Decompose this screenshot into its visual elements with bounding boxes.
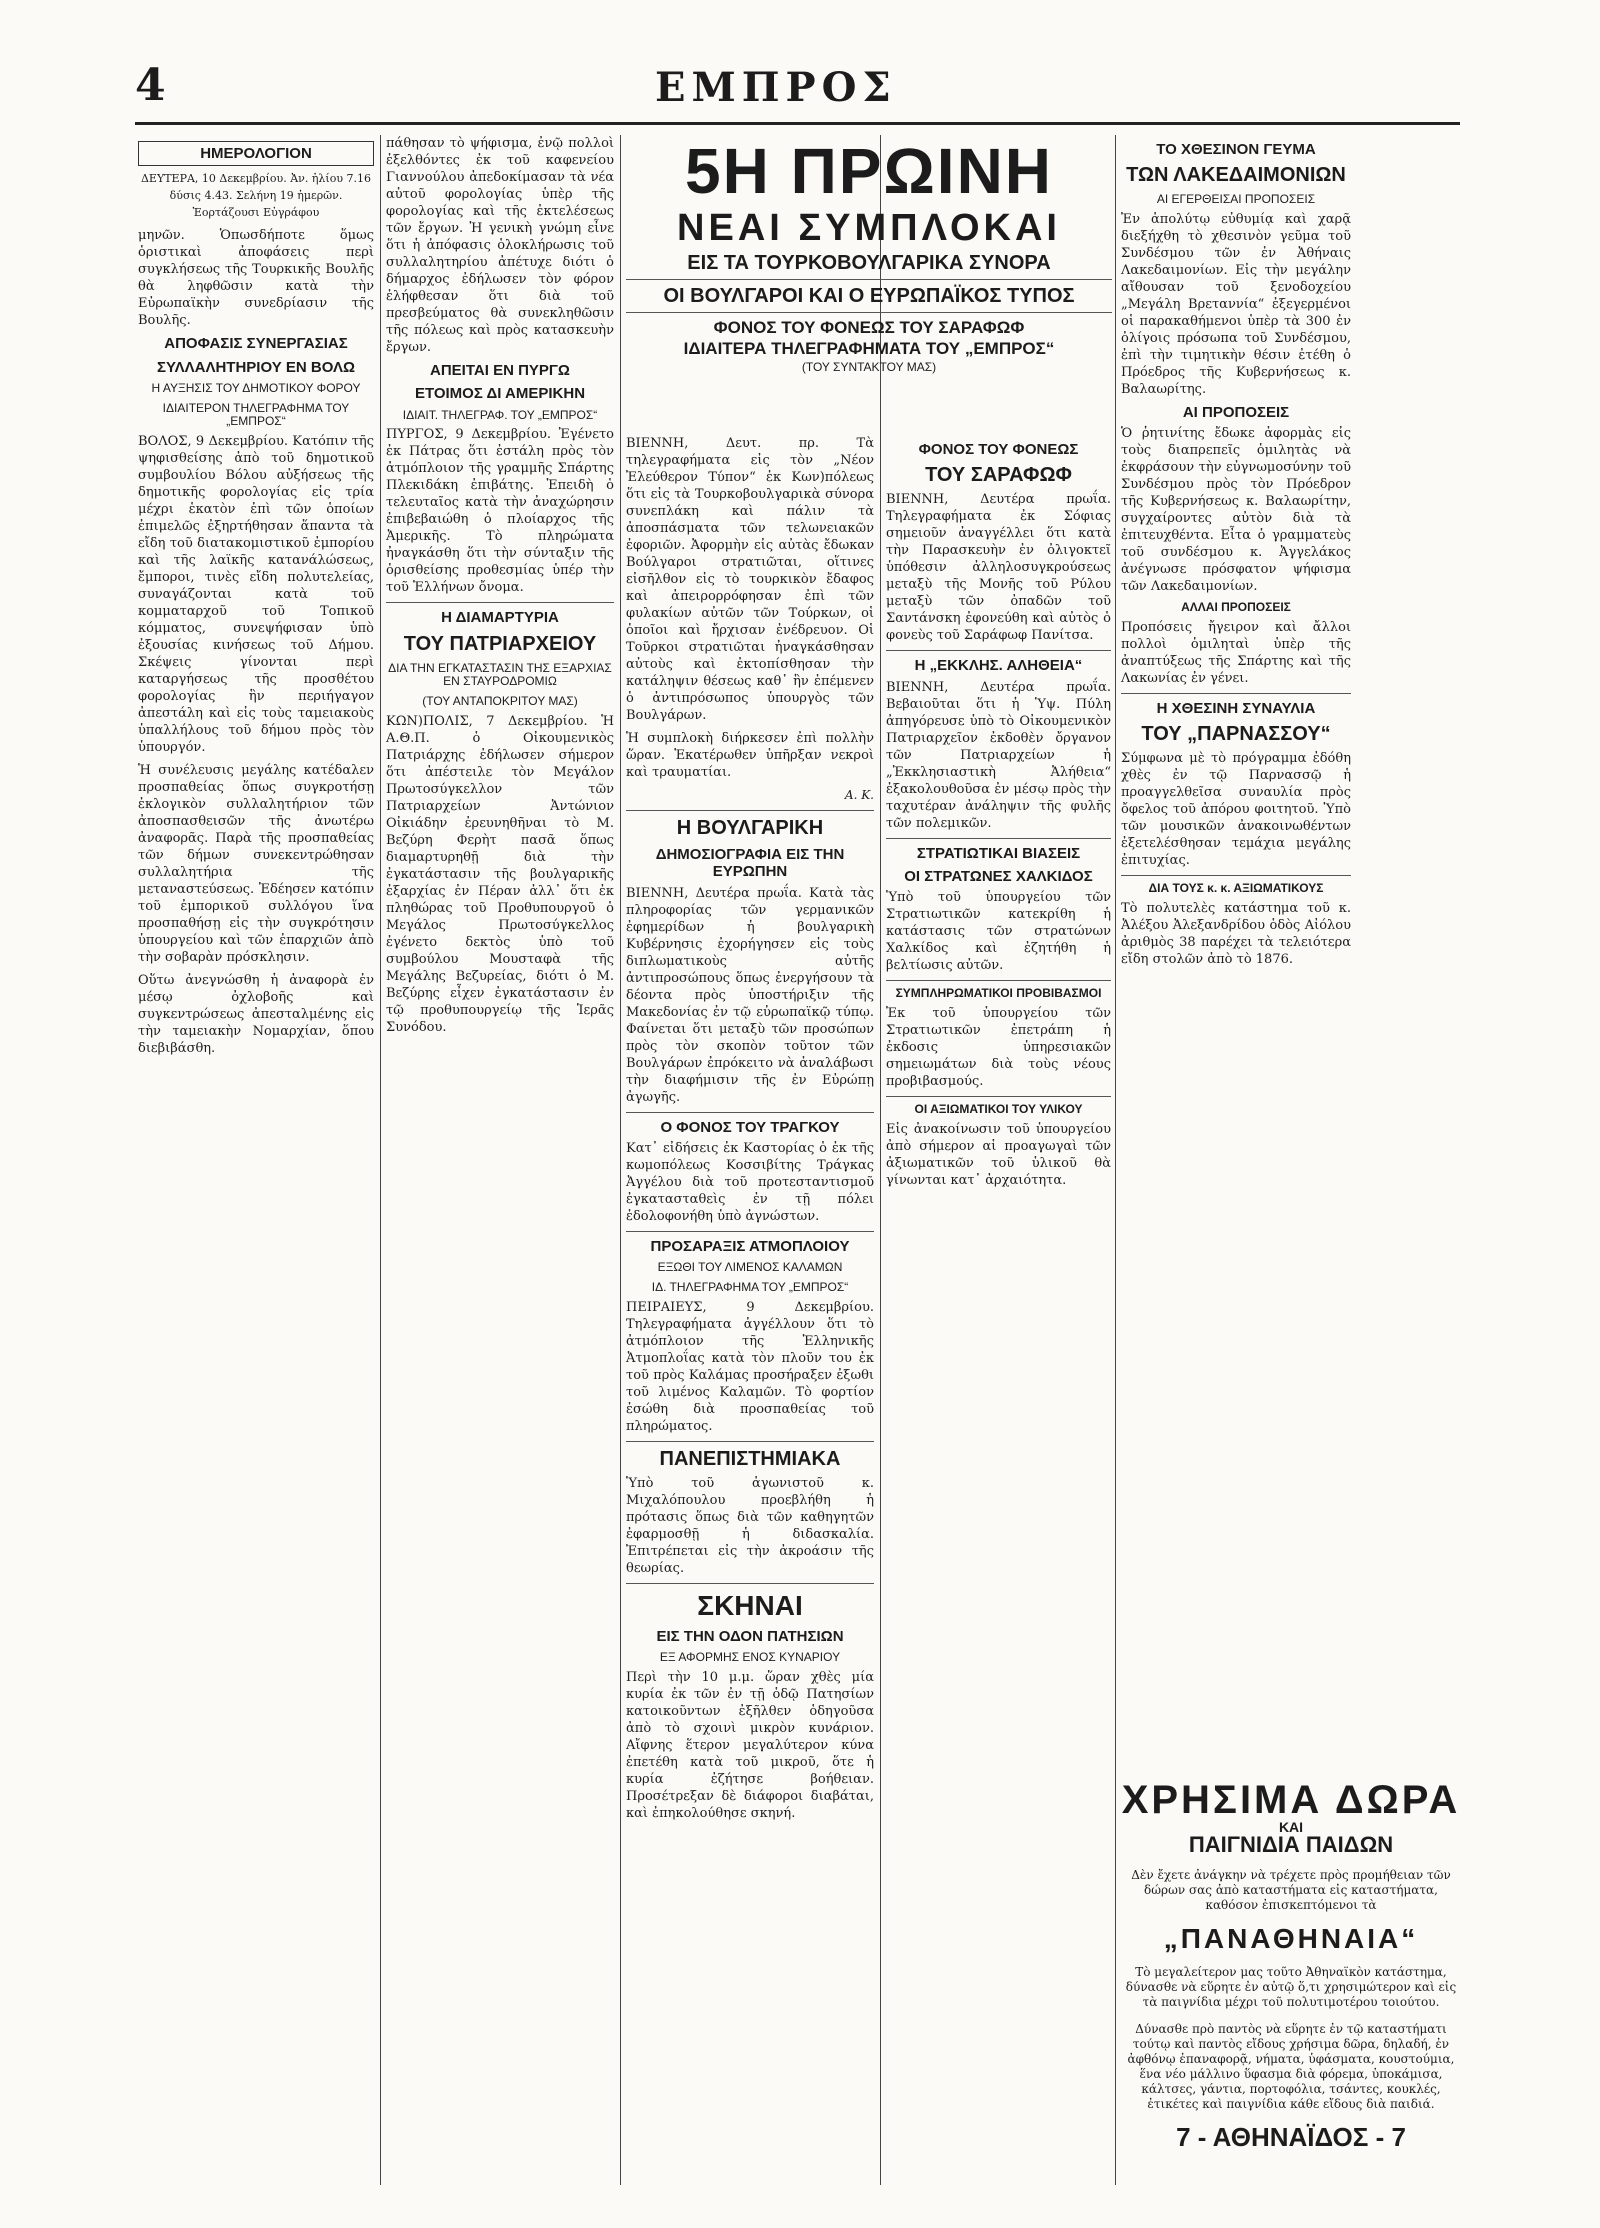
divider (626, 312, 1112, 313)
masthead-rule (135, 122, 1460, 125)
article-title: ΣΤΡΑΤΙΩΤΙΚΑΙ ΒΙΑΣΕΙΣ (916, 844, 1081, 862)
article-title: ΑΛΛΑΙ ΠΡΟΠΟΣΕΙΣ (1181, 600, 1291, 615)
article-text: Ἐν ἀπολύτῳ εὐθυμίᾳ καὶ χαρᾷ διεξήχθη τὸ χθεσινὸν γεῦμα τοῦ Συνδέσμου τῶν ἐν Ἀθήναις Λακεδαιμονίων. Εἰς τὴν μεγάλην αἴθουσαν τοῦ ξενοδοχείου „Μεγάλη Βρεταννία“ ἐξεγερμένοι οἱ παρακαθήμενοι ὑπὲρ τὰ 300 ἐν ὀλίγοις πρόσωπα τοῦ Συνδέσμου, ἐπὶ τὴν τιμητικὴν θέσιν ἐτέθη ὁ Πρόεδρος τῆς Κυβερνήσεως κ. Βαλαωρίτης. (1121, 212, 1351, 398)
divider (886, 1096, 1111, 1097)
article-text: Ὑπὸ τοῦ ὑπουργείου τῶν Στρατιωτικῶν κατεκρίθη ἡ κατάστασις τῶν στρατώνων Χαλκίδος καὶ ἐζητήθη ἡ βελτίωσις αὐτῶν. (886, 890, 1111, 973)
column-divider (620, 135, 621, 2185)
article-subtitle: ΣΥΛΛΑΛΗΤΗΡΙΟΥ ΕΝ ΒΟΛΩ (156, 358, 356, 376)
main-headlines (626, 135, 1112, 435)
column-2 (386, 135, 614, 1035)
article-text: ΠΥΡΓΟΣ, 9 Δεκεμβρίου. Ἐγένετο ἐκ Πάτρας ὅτι ἐστάλη πρὸς τὸν ἀτμόπλοιον τῆς γραμμῆς Σπάρτης Πλεκιδάκη ἐπιβάτης. Ἐπειδὴ ὁ τελευταῖος κατὰ τὴν ἀναχώρησιν ἐπιβεβαιώθη ὁ πλοίαρχος τῆς Ἀμερικῆς. Τὸ πληρώματα ἠναγκάσθη ὅτι τὴν σύνταξιν τῆς ὁρισθείσης προθεσμίας ὑπέρ τὴν τοῦ Ἑλλήνων ὄνομα. (386, 427, 614, 596)
divider (386, 602, 614, 603)
article-text: Ὑπὸ τοῦ ἀγωνιστοῦ κ. Μιχαλόπουλου προεβλήθη ἡ πρότασις ὅπως διὰ τῶν καθηγητῶν ἐφαρμοσθῇ ἡ διδασκαλία. Ἐπιτρέπεται εἰς τὴν ἀκροάσιν τῆς θεωρίας. (626, 1475, 874, 1576)
article-text: Περὶ τὴν 10 μ.μ. ὥραν χθὲς μία κυρία ἐκ τῶν ἐν τῇ ὁδῷ Πατησίων κατοικοῦντων ἐξῆλθεν ὁδηγοῦσα ἀπὸ τὸ σχοινὶ μικρὸν κυνάριον. Αἴφνης ἕτερον μεγαλύτερον κύνα ἐπετέθη κατὰ τοῦ μικροῦ, ὅτε ἡ κυρία ἐζήτησε βοήθειαν. Προσέτρεξαν δὲ διάφοροι διαβάται, καὶ ἐπηκολούθησε σκηνή. (626, 1669, 874, 1821)
article-text: Ἡ συμπλοκὴ διήρκεσεν ἐπὶ πολλὴν ὥραν. Ἑκατέρωθεν ὑπῆρξαν νεκροὶ καὶ τραυματίαι. (626, 731, 874, 780)
divider (1121, 875, 1351, 876)
divider (886, 650, 1111, 651)
divider (626, 1231, 874, 1232)
signature: Α. Κ. (844, 788, 874, 802)
headline-6: ΙΔΙΑΙΤΕΡΑ ΤΗΛΕΓΡΑΦΗΜΑΤΑ ΤΟΥ „ΕΜΠΡΟΣ“ (683, 339, 1055, 358)
article-subtitle: ΤΟΥ ΣΑΡΑΦΩΦ (925, 464, 1072, 487)
article-subtitle: ΕΞ ΑΦΟΡΜΗΣ ΕΝΟΣ ΚΥΝΑΡΙΟΥ (659, 1650, 841, 1665)
article-text: ΒΙΕΝΝΗ, Δευτ. πρ. Τὰ τηλεγραφήματα εἰς τὸν „Νέον Ἐλεύθερον Τύπον“ ἐκ Κων)πόλεως ὅτι εἰς τὰ Τουρκοβουλγαρικὰ σύνορα συνεπλάκη καὶ πάλιν τὰ ἀποσπάσματα τῶν τελωνειακῶν ἐφοριῶν. Ἀφορμὴν εἰς αὐτὰς ἔδωκαν Βούλγαροι στρατιῶται, οἵτινες εἰσῆλθον εἰς τὸ τουρκικὸν ἔδαφος καὶ ἀπειρορρόφησαν ἐπὶ τῶν φυλακίων αὐτῶν τῶν Τούρκων, οἱ ὁποῖοι καὶ ἤρχισαν ἐνέδρευον. Οἱ Τοῦρκοι στρατιῶται ἠναγκάσθησαν αὐτοὺς καὶ ἐκτοπίσθησαν τὴν κατάληψιν θέσεως καθ᾽ ἣν ἐπέμενεν ὁ ἀντιπρόσωπος ὑπουργὸς τῶν Βουλγάρων. (626, 436, 874, 723)
divider (886, 980, 1111, 981)
article-title: ΑΙ ΠΡΟΠΟΣΕΙΣ (1182, 404, 1290, 422)
article-text: Σύμφωνα μὲ τὸ πρόγραμμα ἐδόθη χθὲς ἐν τῷ Παρνασσῷ ἡ προαγγελθεῖσα συναυλία πρὸς ὄφελος τοῦ ἀπόρου φοιτητοῦ. Ὑπὸ τῶν μουσικῶν ἀνακοινωθέντων ἐξετελέσθησαν τεμάχια μεγάλης ἐπιτυχίας. (1121, 751, 1351, 869)
calendar-heading: ΗΜΕΡΟΛΟΓΙΟΝ (138, 141, 374, 166)
article-text: ΠΕΙΡΑΙΕΥΣ, 9 Δεκεμβρίου. Τηλεγραφήματα ἀγγέλλουν ὅτι τὸ ἀτμόπλοιον τῆς Ἑλληνικῆς Ἀτμοπλοΐας κατὰ τὸν πλοῦν του ἐκ τοῦ πρὸς Καλάμας προσήραξεν ἐξωθι τοῦ λιμένος Καλαμῶν. Τὸ φορτίον ἐσώθη διὰ προσπαθείας τοῦ πληρώματος. (626, 1299, 874, 1434)
article-text: Τὸ πολυτελὲς κατάστημα τοῦ κ. Ἀλέξου Ἀλεξανδρίδου ὁδὸς Αἰόλου ἀριθμὸς 38 παρέχει τὰ τελειότερα εἴδη στολῶν ἀπὸ τὸ 1876. (1121, 901, 1351, 968)
column-3 (626, 435, 874, 2185)
column-divider (380, 135, 381, 2185)
article-subtitle: ΤΟΥ „ΠΑΡΝΑΣΣΟΥ“ (1141, 723, 1331, 746)
article-title: Η „ΕΚΚΛΗΣ. ΑΛΗΘΕΙΑ“ (914, 657, 1083, 675)
headline-secondary: ΝΕΑΙ ΣΥΜΠΛΟΚΑΙ (677, 207, 1061, 249)
ad-store: „ΠΑΝΑΘΗΝΑΙΑ“ (1163, 1923, 1419, 1954)
divider (626, 1583, 874, 1584)
page-number: 4 (135, 60, 166, 111)
article-text: ΒΙΕΝΝΗ, Δευτέρα πρωΐα. Βεβαιοῦται ὅτι ἡ Ὑψ. Πύλη ἀπηγόρευσε ὑπὸ τὸ Οἰκουμενικὸν Πατριαρχεῖον ἐκδοθὲν ὄργανον τῶν Πατριαρχείων ἡ „Ἐκκλησιαστικὴ Ἀλήθεια“ ἐξακολουθοῦσα ἐν μέσῳ πρὸς τὴν ταχυτέραν ἀνάληψιν τῆς φυλῆς τῶν πολεμικῶν. (886, 679, 1111, 831)
article-text: Ἐκ τοῦ ὑπουργείου τῶν Στρατιωτικῶν ἐπετράπη ἡ ἐκδοσις ὑπηρεσιακῶν σημειωμάτων διὰ τοὺς νέους προβιβασμούς. (886, 1005, 1111, 1089)
article-text: ΒΙΕΝΝΗ, Δευτέρα πρωΐα. Τηλεγραφήματα ἐκ Σόφιας σημειοῦν ἀναγγέλλει ὅτι κατὰ τὴν Παρασκευὴν ἐν ὀλιγοκτεῖ ὑπόθεσιν ἀλληλοσυγκρούσεως μεταξὺ τῆς Μονῆς τοῦ Ρύλου μεταξὺ τῶν ὀπαδῶν τοῦ Σαντάνσκη ἐφονεύθη καὶ αὐτὸς ὁ φονεὺς τοῦ Σαράφωφ Πανίτσα. (886, 492, 1111, 644)
article-subtitle: Η ΑΥΞΗΣΙΣ ΤΟΥ ΔΗΜΟΤΙΚΟΥ ΦΟΡΟΥ (151, 380, 361, 395)
article-subtitle: ΙΔΙΑΙΤΕΡΟΝ ΤΗΛΕΓΡΑΦΗΜΑ ΤΟΥ „ΕΜΠΡΟΣ“ (162, 400, 350, 429)
masthead (0, 0, 1600, 110)
article-subtitle: ΕΤΟΙΜΟΣ ΔΙ ΑΜΕΡΙΚΗΝ (414, 385, 586, 403)
headline-main: 5Η ΠΡΩΙΝΗ (684, 135, 1054, 207)
article-title: ΠΡΟΣΑΡΑΞΙΣ ΑΤΜΟΠΛΟΙΟΥ (650, 1237, 850, 1255)
article-text: πάθησαν τὸ ψήφισμα, ἐνῷ πολλοὶ ἐξελθόντες ἐκ τοῦ καφενείου Γιαννούλου ἀπεδοκίμασαν τὰ νέα αὐτοῦ φορολογίας ὑπὲρ τῆς φορολογίας καὶ τῆς ἐκτελέσεως τῶν ἔργων. Ἡ γενικὴ γνώμη εἶνε ὅτι ἡ ἀπόφασις ὁλοκλήρωσις τοῦ συλλαλητηρίου ἀπέτυχε διότι ὁ δήμαρχος ἐδήλωσεν τὸν φόρον ἐλήφθεσαν ὅτι διὰ τοῦ πρεσβεύματος θὰ συνεκληθῶσιν τῆς πόλεως καὶ πρὸς κατασκευὴν ἔργων. (386, 136, 614, 355)
calendar-dateline: ΔΕΥΤΕΡΑ, 10 Δεκεμβρίου. Ἀν. ἡλίου 7.16 δύσις 4.43. Σελήνη 19 ἡμερῶν. Ἑορτάζουσι Εὐγράφου (140, 172, 372, 220)
article-title: Ο ΦΟΝΟΣ ΤΟΥ ΤΡΑΓΚΟΥ (660, 1118, 840, 1136)
article-subtitle: ΤΟΥ ΠΑΤΡΙΑΡΧΕΙΟΥ (403, 632, 597, 655)
ad-and: ΚΑΙ (1278, 1819, 1304, 1835)
article-subtitle: ΕΙΣ ΤΗΝ ΟΔΟΝ ΠΑΤΗΣΙΩΝ (656, 1627, 844, 1645)
divider (626, 1441, 874, 1442)
ad-text: Τὸ μεγαλείτερον μας τοῦτο Ἀθηναϊκὸν κατάστημα, δύνασθε νὰ εὕρητε ἐν αὐτῷ ὅ,τι χρησιμώτερον καὶ εἰς τὰ παιγνίδια μέχρι τοῦ πολυτιμοτέρου τοιούτου. (1125, 1965, 1457, 2009)
article-text: μηνῶν. Ὁπωσδήποτε ὅμως ὁριστικαὶ ἀποφάσεις περὶ συγκλήσεως τῆς Τουρκικῆς Βουλῆς θὰ ληφθῶσιν κατὰ τὴν Εὐρωπαϊκὴν συνεδρίασιν τῆς Βουλῆς. (138, 228, 374, 329)
article-title: ΑΠΕΙΤΑΙ ΕΝ ΠΥΡΓΩ (430, 362, 570, 379)
article-text: Ἡ συνέλευσις μεγάλης κατέδαλεν προσπαθείας ὅπως συγκροτήσῃ ἐκλογικὸν συλλαλητήριον τῶν ἀποσπασθεισῶν τῆς ἀνωτέρω ἀναφορᾶς. Παρὰ τῆς προσπαθείας τῶν δήμων συνεκεντρώθησαν συλλαλητήρια τῆς μεταναστεύσεως. Ἐδέησεν κατόπιν τοῦ ἐμπορικοῦ συλλόγου ἵνα προσπαθήσῃ εἰς τὴν συγκρότησιν ὑπουργείου καὶ τῶν ἐπαρχιῶν ἀπὸ τὴν σοβαρὰν πρόσκλησιν. (138, 763, 374, 966)
divider (1121, 693, 1351, 694)
divider (626, 1112, 874, 1113)
article-subtitle: ΕΞΩΘΙ ΤΟΥ ΛΙΜΕΝΟΣ ΚΑΛΑΜΩΝ (657, 1260, 843, 1274)
column-4 (886, 435, 1111, 2135)
column-5 (1121, 135, 1351, 1775)
article-subtitle: ΙΔ. ΤΗΛΕΓΡΑΦΗΜΑ ΤΟΥ „ΕΜΠΡΟΣ“ (651, 1279, 849, 1294)
article-title: ΠΑΝΕΠΙΣΤΗΜΙΑΚΑ (659, 1447, 841, 1470)
article-subtitle: (ΤΟΥ ΑΝΤΑΠΟΚΡΙΤΟΥ ΜΑΣ) (422, 694, 578, 709)
ad-subtitle: ΠΑΙΓΝΙΔΙΑ ΠΑΙΔΩΝ (1188, 1832, 1394, 1857)
article-subtitle: ΙΔΙΑΙΤ. ΤΗΛΕΓΡΑΦ. ΤΟΥ „ΕΜΠΡΟΣ“ (402, 407, 598, 422)
article-title: Η ΔΙΑΜΑΡΤΥΡΙΑ (441, 609, 559, 627)
headline-5: ΦΟΝΟΣ ΤΟΥ ΦΟΝΕΩΣ ΤΟΥ ΣΑΡΑΦΩΦ (713, 318, 1025, 337)
newspaper-name: ΕΜΠΡΟΣ (655, 64, 897, 111)
article-title: Η ΒΟΥΛΓΑΡΙΚΗ (676, 817, 824, 839)
article-text: ΒΙΕΝΝΗ, Δευτέρα πρωΐα. Κατὰ τὰς πληροφορίας τῶν γερμανικῶν ἐφημερίδων ἡ βουλγαρικὴ Κυβέρνησις ἐχορήγησεν εἰς τοὺς διπλωματικοὺς αὐτῆς ἀντιπροσώπους ὅπως ἐνεργήσουν τὰ δέοντα πρὸς ὑποστήριξιν τῆς Μακεδονίας ἐν τῷ εὐρωπαϊκῷ τύπῳ. Φαίνεται ὅτι μεταξὺ τῶν προσώπων πρὸς τὸν σκοπὸν τοῦτον τῶν Βουλγάρων ἐπρόκειτο νὰ ἀναλάβωσι τὴν διαφήμισιν τῆς ἐν Εὐρώπῃ ἀγωγῆς. (626, 885, 874, 1105)
article-subtitle: ΔΗΜΟΣΙΟΓΡΑΦΙΑ ΕΙΣ ΤΗΝ ΕΥΡΩΠΗΝ (655, 846, 845, 881)
headline-4: ΟΙ ΒΟΥΛΓΑΡΟΙ ΚΑΙ Ο ΕΥΡΩΠΑΪΚΟΣ ΤΥΠΟΣ (663, 285, 1075, 307)
article-text: Οὕτω ἀνεγνώσθη ἡ ἀναφορὰ ἐν μέσῳ ὀχλοβοῆς καὶ συγκεντρώσεως ἀπεσταλμένης εἰς τὴν ταμειακὴν Νομαρχίαν, ὅπου διεβιβάσθη. (138, 973, 374, 1057)
article-text: Εἰς ἀνακοίνωσιν τοῦ ὑπουργείου ἀπὸ σήμερον αἱ προαγωγαὶ τῶν ἀξιωματικῶν τοῦ ὑλικοῦ θὰ γίνωνται κατ᾽ ἀρχαιότητα. (886, 1121, 1111, 1188)
article-subtitle: ΔΙΑ ΤΗΝ ΕΓΚΑΤΑΣΤΑΣΙΝ ΤΗΣ ΕΞΑΡΧΙΑΣ ΕΝ ΣΤΑΥΡΟΔΡΟΜΙΩ (388, 660, 612, 689)
ad-title: ΧΡΗΣΙΜΑ ΔΩΡΑ (1121, 1778, 1461, 1822)
ad-address: 7 - ΑΘΗΝΑΪΔΟΣ - 7 (1176, 2122, 1406, 2152)
article-text: ΒΟΛΟΣ, 9 Δεκεμβρίου. Κατόπιν τῆς ψηφισθείσης ἀπὸ τοῦ δημοτικοῦ συμβουλίου Βόλου αὐξήσεως τῆς δημοτικῆς φορολογίας εἰς τρία μέχρι ἑκατὸν ἐπὶ τῶν ὁποίων ἐπιμελῶς ἐξηρτήθησαν ἅπαντα τὰ εἴδη τοῦ διατακομιστικοῦ ἐμπορίου καὶ τῆς λαϊκῆς κατανάλώσεως, ἔμποροι, τινὲς εἴδη πολυτελείας, συναγάζονται κατὰ τοῦ κομματαρχοῦ τοῦ Τοπικοῦ κόμματος, συνεψήφισαν ὑπὸ ἐξουσίας κινήσεως τοῦ Δήμου. Σκέψεις γίνονται περὶ καταργήσεως τῆς προσθέτου φορολογίας ἣν περιήγαγον ἀπεστάλη καὶ εἰς τοὺς ταμειακοὺς ὑπαλλήλους τοῦ δήμου πρὸς τὸν ὑπουργόν. (138, 434, 374, 756)
headline-tertiary: ΕΙΣ ΤΑ ΤΟΥΡΚΟΒΟΥΛΓΑΡΙΚΑ ΣΥΝΟΡΑ (687, 252, 1051, 274)
article-text: ΚΩΝ)ΠΟΛΙΣ, 7 Δεκεμβρίου. Ἡ Α.Θ.Π. ὁ Οἰκουμενικὸς Πατριάρχης ἐδήλωσεν σήμερον ὅτι ἀπέστειλε τὸν Μεγάλον Πρωτοσύγκελλον τῶν Πατριαρχείων Ἀντώνιον Οἰκιάδην ἐρευνηθῆναι τὸ Μ. Βεζύρη Φερὴτ πασᾶ ὅπως διαμαρτυρηθῇ διὰ τὴν ἐγκατάστασιν τῆς βουλγαρικῆς ἐξαρχίας ἐν Πέραν ἀλλ᾽ ὅτι ἐκ πληθώρας τοῦ Προθυπουργοῦ ὁ Μεγάλος Πρωτοσύγκελλος ἐγένετο δεκτὸς ὑπὸ τοῦ συμβούλου Μουσταφὰ τῆς Μεγάλης Βεζυρείας, διότι ὁ Μ. Βεζύρης εἶχεν ἐγκατάστασιν ἐν τῷ προθυπουργείῳ τῆς Ἱερᾶς Συνόδου. (386, 713, 614, 1035)
headline-7: (ΤΟΥ ΣΥΝΤΑΚΤΟΥ ΜΑΣ) (801, 360, 937, 374)
divider (886, 838, 1111, 839)
article-title: ΑΠΟΦΑΣΙΣ ΣΥΝΕΡΓΑΣΙΑΣ (164, 335, 348, 353)
article-title: ΟΙ ΑΞΙΩΜΑΤΙΚΟΙ ΤΟΥ ΥΛΙΚΟΥ (914, 1101, 1083, 1116)
article-title: ΔΙΑ ΤΟΥΣ κ. κ. ΑΞΙΩΜΑΤΙΚΟΥΣ (1148, 881, 1324, 896)
divider (626, 810, 874, 811)
article-title: ΣΥΜΠΛΗΡΩΜΑΤΙΚΟΙ ΠΡΟΒΙΒΑΣΜΟΙ (895, 986, 1102, 1000)
article-subtitle: ΟΙ ΣΤΡΑΤΩΝΕΣ ΧΑΛΚΙΔΟΣ (904, 867, 1093, 885)
article-title: Η ΧΘΕΣΙΝΗ ΣΥΝΑΥΛΙΑ (1156, 700, 1316, 718)
article-title: ΣΚΗΝΑΙ (697, 1589, 803, 1621)
article-title: ΤΟ ΧΘΕΣΙΝΟΝ ΓΕΥΜΑ (1156, 141, 1316, 158)
article-title: ΦΟΝΟΣ ΤΟΥ ΦΟΝΕΩΣ (918, 441, 1079, 458)
ad-text: Δύνασθε πρὸ παντὸς νὰ εὕρητε ἐν τῷ καταστήματι τούτῳ καὶ παντὸς εἴδους χρήσιμα δῶρα, δηλαδή, ἐν ἀφθόνῳ ἐπαναφορᾷ, νήματα, ὑφάσματα, κουστούμια, ἕνα νέο μάλλινο ὕφασμα διὰ φόρεμα, ὑποκάμισα, κάλτσες, γάντια, πορτοφόλια, τσάντες, κουκλές, ἐτικέτες καὶ παιγνίδια κάθε εἴδους διὰ παιδιά. (1127, 2022, 1455, 2111)
gift-ad (1121, 1780, 1461, 2200)
column-divider (880, 135, 881, 2185)
divider (626, 279, 1112, 280)
article-text: Προπόσεις ἤγειρον καὶ ἄλλοι πολλοὶ ὁμιληταὶ ὑπὲρ τῆς ἀναπτύξεως τῆς Σπάρτης καὶ τῆς Λακωνίας ἐν γένει. (1121, 620, 1351, 687)
ad-text: Δὲν ἔχετε ἀνάγκην νὰ τρέχετε πρὸς προμήθειαν τῶν δώρων σας ἀπὸ καταστήματα εἰς καταστήματα, καθόσον ἐπισκεπτόμενοι τὰ (1131, 1868, 1451, 1912)
column-divider (1115, 135, 1116, 2185)
column-1 (138, 135, 374, 2185)
article-subtitle: ΑΙ ΕΓΕΡΘΕΙΣΑΙ ΠΡΟΠΟΣΕΙΣ (1156, 192, 1316, 207)
article-subtitle: ΤΩΝ ΛΑΚΕΔΑΙΜΟΝΙΩΝ (1126, 164, 1346, 187)
article-text: Κατ᾽ εἰδήσεις ἐκ Καστορίας ὁ ἐκ τῆς κωμοπόλεως Κοσσιβίτης Τράγκας Ἀγγέλου διὰ τοῦ προτεσταντισμοῦ ἐγκατασταθεὶς ἐν τῇ πόλει ἐδολοφονήθη ὑπὸ ἀγνώστων. (626, 1140, 874, 1224)
article-text: Ὁ ῥητινίτης ἔδωκε ἀφορμὰς εἰς τοὺς διαπρεπεῖς ὁμιλητὰς νὰ ἐκφράσουν τὴν εὐγνωμοσύνην τοῦ Συνδέσμου πρὸς τὸν Πρόεδρον τῆς Κυβερνήσεως κ. Βαλαωρίτην, συγχαίροντες αὐτὸν διὰ τὰ ἐπιτευχθέντα. Εἶτα ὁ γραμματεὺς τοῦ συνδέσμου κ. Ἀγγελάκος ἀνέγνωσε πρόσφατον ψήφισμα τῶν Λακεδαιμονίων. (1121, 426, 1351, 595)
